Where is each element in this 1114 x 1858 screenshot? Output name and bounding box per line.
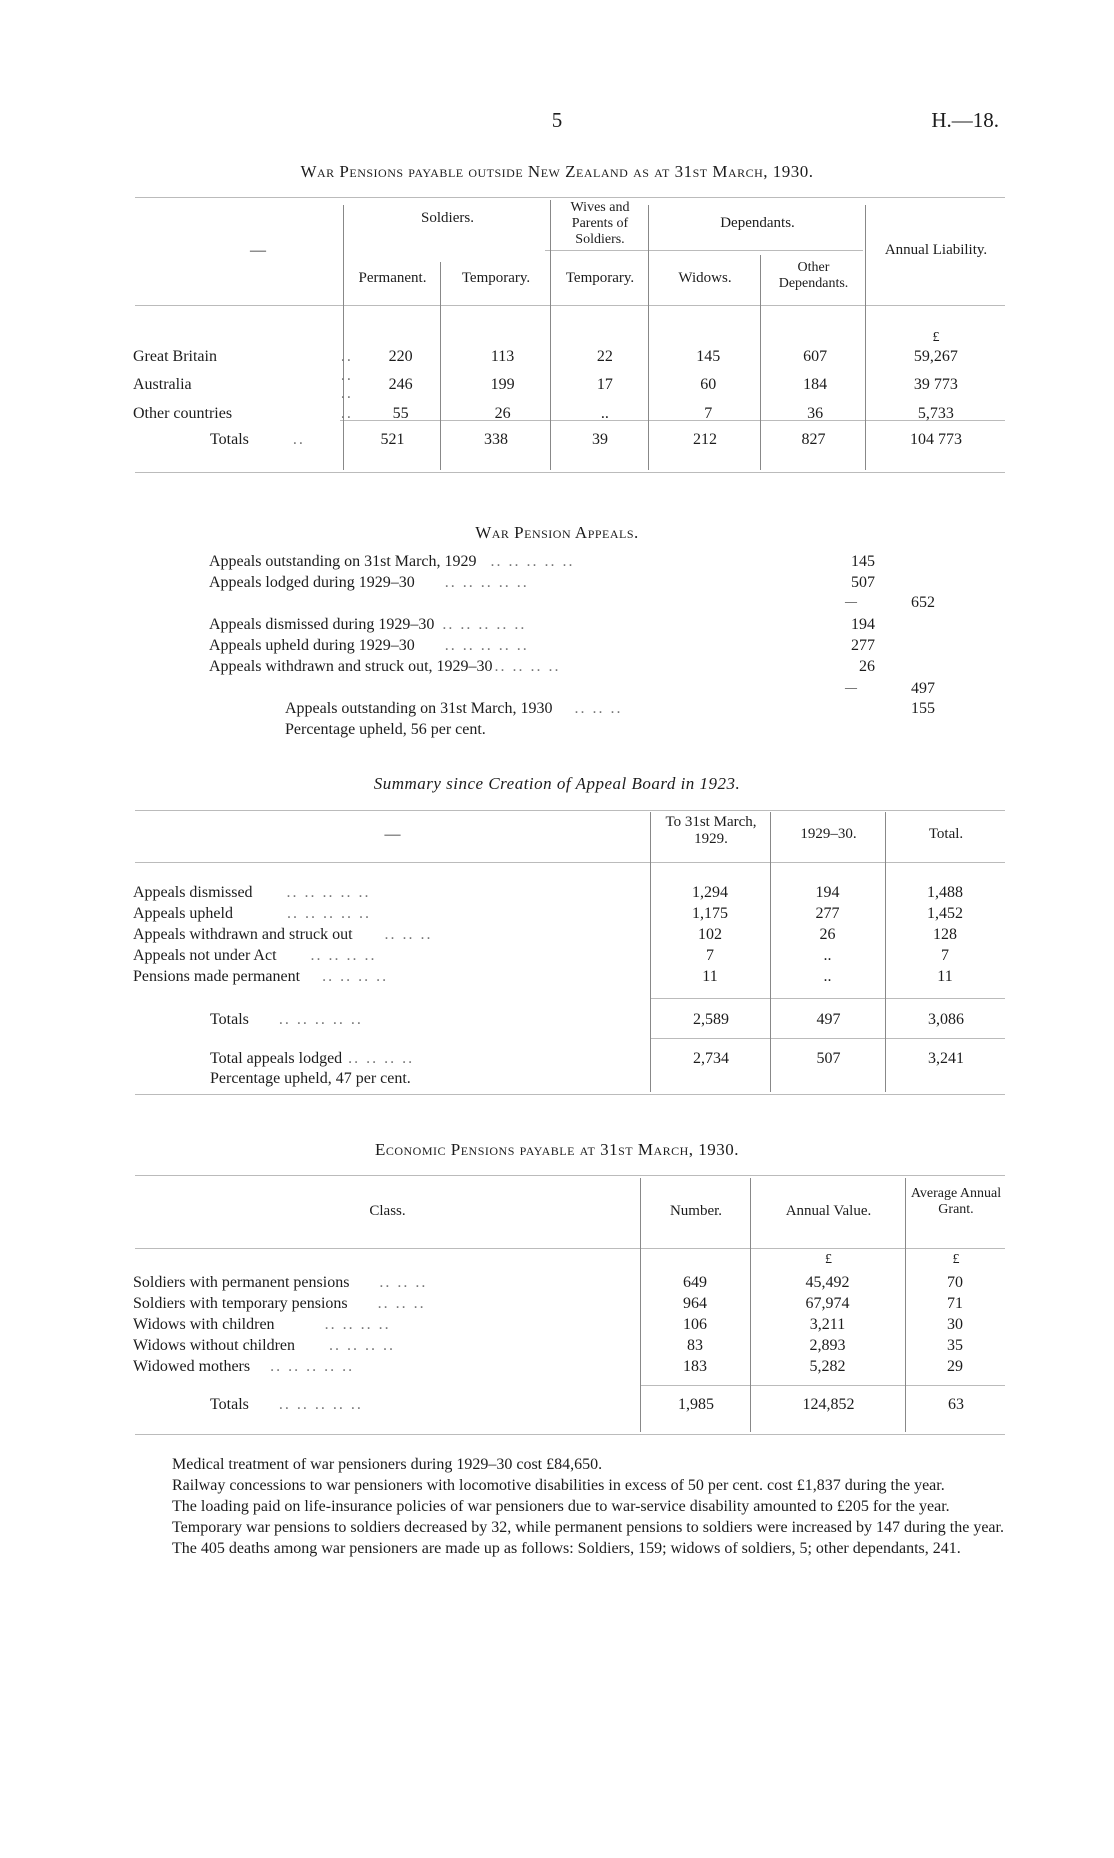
cell-year: .. bbox=[823, 946, 832, 964]
column-rule bbox=[343, 205, 344, 470]
cell-number: 183 bbox=[683, 1357, 707, 1375]
cell-permanent: 220 bbox=[388, 347, 413, 365]
table-rule bbox=[135, 1175, 1005, 1176]
appeals-percentage: Percentage upheld, 56 per cent. bbox=[285, 721, 486, 738]
cell-annual: 5,733 bbox=[917, 404, 954, 422]
row-label: Appeals dismissed .. .. .. .. .. bbox=[133, 883, 371, 901]
summary-total-year: 497 bbox=[816, 1011, 841, 1028]
cell-total: 1,452 bbox=[927, 904, 963, 922]
appeals-line bbox=[209, 637, 529, 655]
summary-title: Summary since Creation of Appeal Board in 1923. bbox=[373, 774, 741, 793]
cell-widows: 7 bbox=[704, 404, 713, 422]
totals-label bbox=[210, 431, 305, 449]
appeals-line-value: 145 bbox=[851, 553, 875, 570]
summary-lodged-label: Total appeals lodged .. .. .. .. bbox=[210, 1050, 415, 1067]
total-wives: 39 bbox=[592, 431, 608, 448]
cell-annual-value: 3,211 bbox=[809, 1315, 846, 1333]
header-total: Total. bbox=[928, 826, 964, 842]
summary-percentage: Percentage upheld, 47 per cent. bbox=[210, 1070, 411, 1087]
cell-to-march: 1,294 bbox=[692, 883, 728, 901]
appeals-line-label: Appeals upheld during 1929–30 bbox=[209, 637, 415, 654]
summary-lodged-to-march: 2,734 bbox=[693, 1050, 729, 1067]
cell-number: 106 bbox=[683, 1315, 707, 1333]
cell-annual-value: 5,282 bbox=[809, 1357, 846, 1375]
column-rule bbox=[648, 205, 649, 470]
summary-rows bbox=[133, 882, 1005, 987]
cell-other: 36 bbox=[807, 404, 824, 422]
cell-to-march: 1,175 bbox=[692, 904, 728, 922]
appeals-line-dots: .. .. .. .. .. bbox=[444, 574, 529, 591]
row-label: Widows without children .. .. .. .. bbox=[133, 1336, 395, 1354]
cell-wives: 22 bbox=[596, 347, 613, 365]
row-label: Soldiers with permanent pensions .. .. .. bbox=[133, 1273, 428, 1291]
economic-rows bbox=[133, 1272, 1005, 1377]
cell-annual: 39 773 bbox=[913, 376, 958, 393]
row-label: Appeals withdrawn and struck out .. .. .. bbox=[133, 925, 433, 943]
appeals-line-label: Appeals withdrawn and struck out, 1929–30 bbox=[209, 658, 493, 675]
row-label: Pensions made permanent .. .. .. .. bbox=[133, 967, 389, 985]
column-rule bbox=[550, 200, 551, 470]
table-rule bbox=[135, 810, 1005, 811]
table-rule bbox=[650, 998, 1005, 999]
row-label: Other countries bbox=[133, 404, 233, 422]
cell-permanent: 246 bbox=[388, 376, 413, 393]
table-rule bbox=[135, 472, 1005, 473]
table-rule bbox=[648, 250, 863, 251]
appeals-line-label: Appeals lodged during 1929–30 bbox=[209, 574, 415, 591]
cell-total: 128 bbox=[933, 925, 957, 943]
notes-paragraphs bbox=[130, 1454, 1004, 1559]
cell-year: .. bbox=[823, 967, 832, 985]
appeals-subtotal-lodged: 652 bbox=[911, 594, 935, 611]
cell-average: 70 bbox=[947, 1273, 963, 1291]
table-row bbox=[133, 1272, 1005, 1293]
appeals-line bbox=[209, 574, 529, 592]
row-dots: .. bbox=[340, 404, 353, 422]
rule-dash: — bbox=[845, 680, 857, 694]
header-dash: — bbox=[250, 242, 266, 259]
appeals-line-value: 277 bbox=[851, 637, 875, 654]
table-rule bbox=[650, 1038, 1005, 1039]
currency-symbol: £ bbox=[825, 1252, 832, 1267]
table-rule bbox=[135, 1248, 1005, 1249]
row-dots: .. bbox=[340, 347, 353, 365]
cell-year: 26 bbox=[819, 925, 836, 943]
table-row bbox=[133, 1314, 1005, 1335]
document-id: H.—18. bbox=[931, 108, 999, 132]
total-other: 827 bbox=[801, 431, 826, 448]
table-row bbox=[133, 1356, 1005, 1377]
cell-year: 194 bbox=[815, 883, 840, 901]
table-rule bbox=[640, 1385, 1005, 1386]
paragraph: Railway concessions to war pensioners with locomotive disabilities in excess of 50 per cent. cost £1,837 during the year. bbox=[172, 1477, 945, 1494]
cell-average: 35 bbox=[947, 1336, 963, 1354]
row-label: Australia bbox=[133, 376, 192, 393]
table-row bbox=[133, 945, 1005, 966]
cell-to-march: 102 bbox=[698, 925, 722, 943]
total-permanent: 521 bbox=[380, 431, 405, 448]
economic-total-number: 1,985 bbox=[678, 1396, 714, 1413]
appeals-line bbox=[209, 616, 526, 634]
cell-annual-value: 67,974 bbox=[805, 1294, 850, 1312]
row-label: Widowed mothers .. .. .. .. .. bbox=[133, 1357, 355, 1375]
appeals-subtotal-disposed: 497 bbox=[911, 680, 935, 697]
summary-totals-label: Totals .. .. .. .. .. bbox=[210, 1011, 363, 1028]
cell-widows: 60 bbox=[700, 376, 717, 393]
summary-lodged-total: 3,241 bbox=[928, 1050, 964, 1067]
appeals-line-dots: .. .. .. .. .. bbox=[442, 616, 527, 633]
cell-temporary: 26 bbox=[494, 404, 511, 422]
total-annual: 104 773 bbox=[910, 431, 962, 448]
cell-number: 964 bbox=[683, 1294, 707, 1312]
appeals-line-value: 507 bbox=[851, 574, 875, 591]
header-temporary-wives: Temporary. bbox=[565, 270, 635, 286]
header-annual-value: Annual Value. bbox=[785, 1203, 872, 1219]
header-temporary: Temporary. bbox=[461, 270, 531, 286]
table-rule bbox=[135, 1094, 1005, 1095]
table-row bbox=[133, 903, 1005, 924]
paragraph: Medical treatment of war pensioners during 1929–30 cost £84,650. bbox=[172, 1456, 603, 1473]
cell-annual-value: 2,893 bbox=[809, 1336, 846, 1354]
table-row bbox=[133, 367, 1005, 403]
economic-total-annual: 124,852 bbox=[802, 1396, 855, 1413]
appeals-outstanding-label: Appeals outstanding on 31st March, 1930 bbox=[285, 700, 553, 717]
appeals-line bbox=[209, 658, 561, 676]
header-annual-liability: Annual Liability. bbox=[884, 242, 988, 258]
totals-text: Totals bbox=[210, 431, 249, 448]
appeals-line-value: 194 bbox=[851, 616, 875, 633]
cell-total: 1,488 bbox=[927, 883, 963, 901]
cell-average: 30 bbox=[947, 1315, 963, 1333]
pensions-outside-title: War Pensions payable outside New Zealand as at 31st March, 1930. bbox=[300, 162, 814, 181]
appeals-outstanding-value: 155 bbox=[911, 700, 935, 717]
table-rule bbox=[135, 1434, 1005, 1435]
paragraph: The 405 deaths among war pensioners are made up as follows: Soldiers, 159; widows of soldiers, 5; other dependants, 241. bbox=[172, 1540, 961, 1557]
appeals-line-dots: .. .. .. .. .. bbox=[490, 553, 575, 570]
cell-other: 184 bbox=[803, 376, 828, 393]
cell-total: 11 bbox=[937, 967, 953, 985]
appeals-line bbox=[209, 553, 575, 571]
row-label: Great Britain bbox=[133, 347, 217, 365]
cell-annual-value: 45,492 bbox=[805, 1273, 850, 1291]
header-blank-dash: — bbox=[384, 826, 401, 843]
header-soldiers: Soldiers. bbox=[421, 210, 474, 226]
cell-number: 83 bbox=[687, 1336, 703, 1354]
row-label: Appeals upheld .. .. .. .. .. bbox=[133, 904, 371, 922]
row-label: Widows with children .. .. .. .. bbox=[133, 1315, 391, 1333]
cell-total: 7 bbox=[941, 946, 949, 964]
cell-number: 649 bbox=[683, 1273, 707, 1291]
cell-to-march: 11 bbox=[702, 967, 718, 985]
cell-year: 277 bbox=[815, 904, 840, 922]
appeals-outstanding bbox=[285, 700, 623, 718]
economic-total-average: 63 bbox=[948, 1396, 964, 1413]
table-rule bbox=[545, 250, 650, 251]
appeals-line-value: 26 bbox=[859, 658, 875, 675]
row-label: Soldiers with temporary pensions .. .. .. bbox=[133, 1294, 426, 1312]
header-dependants: Dependants. bbox=[720, 215, 795, 231]
appeals-line-dots: .. .. .. .. bbox=[494, 658, 561, 675]
total-temporary: 338 bbox=[484, 431, 508, 448]
table-row bbox=[133, 346, 1005, 367]
cell-temporary: 199 bbox=[490, 376, 515, 393]
table-row bbox=[133, 1293, 1005, 1314]
appeals-outstanding-dots: .. .. .. bbox=[574, 700, 623, 717]
header-wives-parents: Wives and Parents of Soldiers. bbox=[570, 200, 630, 247]
cell-annual: 59,267 bbox=[913, 347, 958, 365]
currency-symbol: £ bbox=[932, 330, 940, 345]
pensions-outside-rows bbox=[133, 346, 1005, 424]
appeals-title: War Pension Appeals. bbox=[475, 523, 639, 542]
cell-temporary: 113 bbox=[490, 347, 515, 365]
cell-wives: 17 bbox=[596, 376, 613, 393]
header-permanent: Permanent. bbox=[358, 270, 427, 286]
paragraph: Temporary war pensions to soldiers decreased by 32, while permanent pensions to soldiers were increased by 147 during the year. bbox=[172, 1519, 1004, 1536]
cell-widows: 145 bbox=[696, 347, 721, 365]
table-row bbox=[133, 966, 1005, 987]
paragraph: The loading paid on life-insurance policies of war pensioners due to war-service disability amounted to £205 for the year. bbox=[172, 1498, 950, 1515]
cell-average: 29 bbox=[947, 1357, 963, 1375]
total-widows: 212 bbox=[693, 431, 717, 448]
summary-lodged-year: 507 bbox=[816, 1050, 841, 1067]
cell-permanent: 55 bbox=[392, 404, 409, 422]
table-row bbox=[133, 924, 1005, 945]
header-to-march: To 31st March, 1929. bbox=[665, 814, 757, 847]
row-dots: .. .. bbox=[340, 367, 353, 402]
header-year: 1929–30. bbox=[800, 826, 857, 842]
economic-title: Economic Pensions payable at 31st March, 1930. bbox=[374, 1140, 740, 1159]
table-rule bbox=[135, 197, 1005, 198]
summary-total-total: 3,086 bbox=[928, 1011, 964, 1028]
cell-to-march: 7 bbox=[706, 946, 714, 964]
economic-totals-label: Totals .. .. .. .. .. bbox=[210, 1396, 363, 1413]
rule-dash: — bbox=[845, 594, 857, 608]
header-widows: Widows. bbox=[678, 270, 732, 286]
totals-dots: .. bbox=[292, 431, 305, 448]
appeals-line-dots: .. .. .. .. .. bbox=[444, 637, 529, 654]
table-row bbox=[133, 1335, 1005, 1356]
currency-symbol: £ bbox=[952, 1252, 960, 1267]
cell-other: 607 bbox=[803, 347, 828, 365]
header-other-dependants: Other Dependants. bbox=[778, 260, 849, 291]
cell-wives: .. bbox=[600, 404, 609, 422]
page-number: 5 bbox=[551, 108, 563, 132]
table-row bbox=[133, 403, 1005, 424]
cell-average: 71 bbox=[947, 1294, 963, 1312]
table-row bbox=[133, 882, 1005, 903]
header-average-grant: Average Annual Grant. bbox=[910, 1186, 1002, 1217]
summary-total-to-march: 2,589 bbox=[693, 1011, 729, 1028]
table-rule bbox=[135, 862, 1005, 863]
appeals-line-label: Appeals outstanding on 31st March, 1929 bbox=[209, 553, 477, 570]
appeals-line-label: Appeals dismissed during 1929–30 bbox=[209, 616, 435, 633]
header-class: Class. bbox=[369, 1203, 406, 1219]
row-label: Appeals not under Act .. .. .. .. bbox=[133, 946, 377, 964]
header-number: Number. bbox=[669, 1203, 723, 1219]
table-rule bbox=[135, 305, 1005, 306]
